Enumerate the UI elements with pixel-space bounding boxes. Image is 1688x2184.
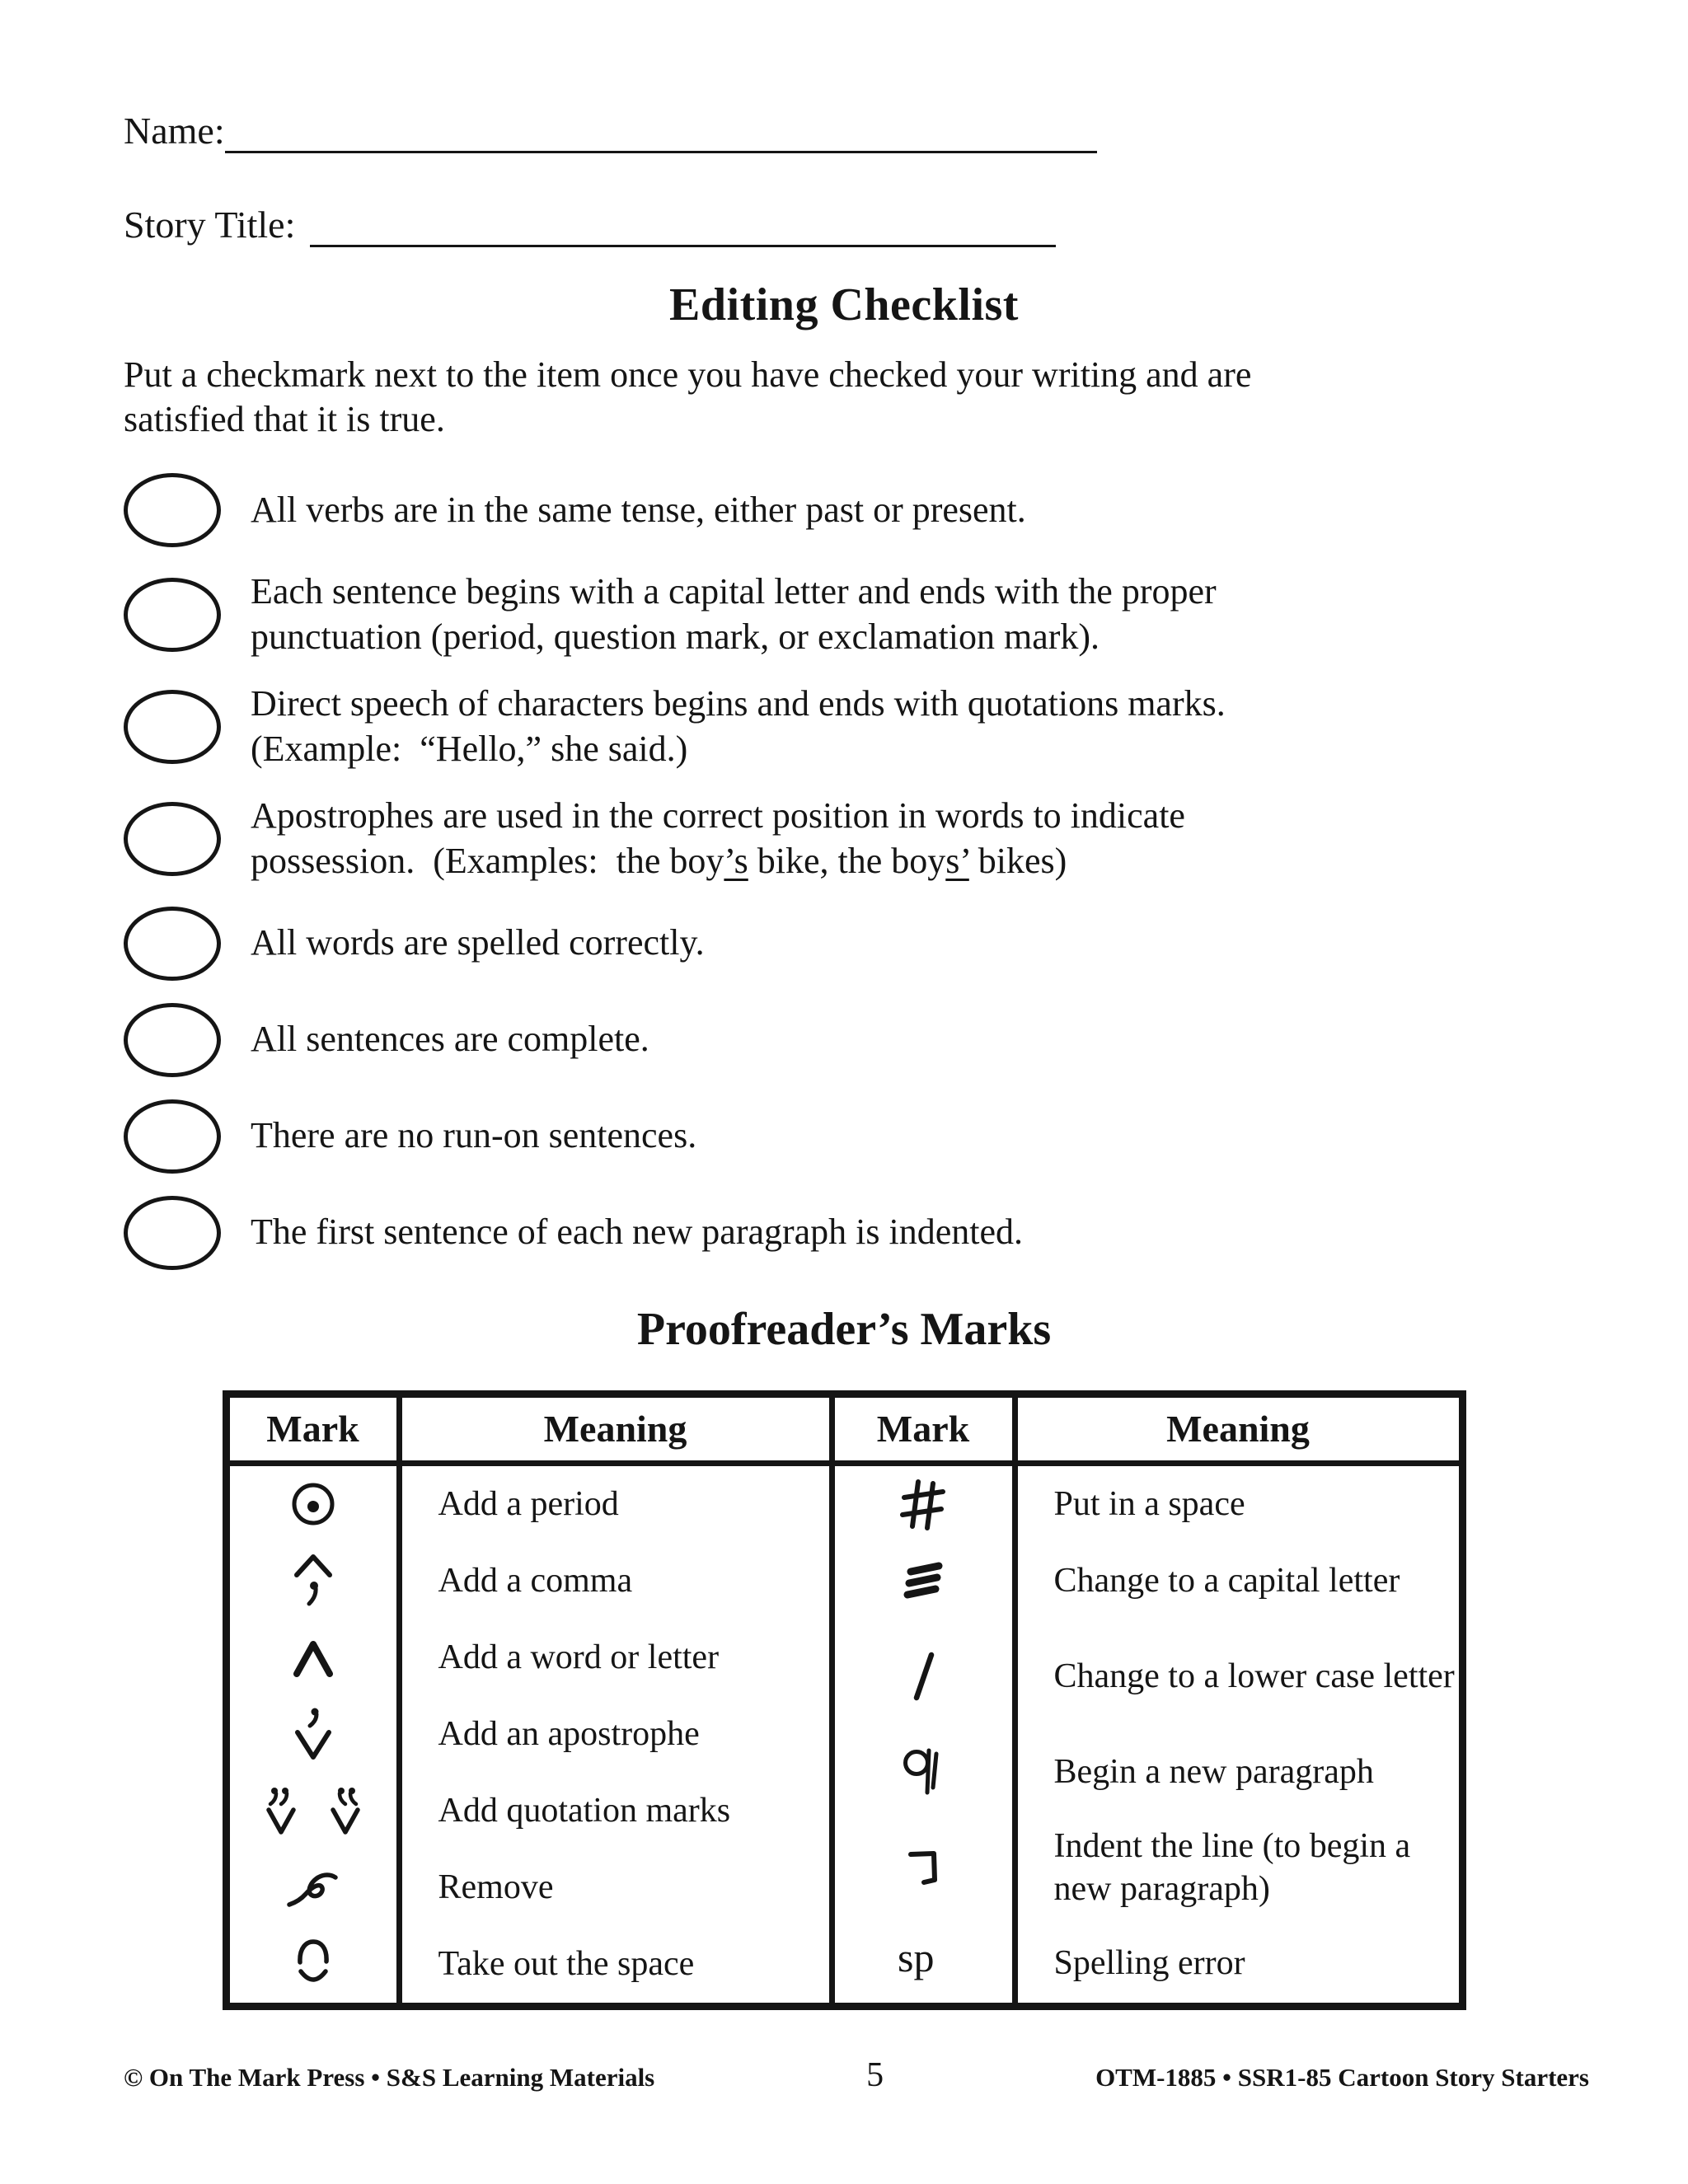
underlined-segment: s’ <box>945 840 969 881</box>
checklist-item-text: The first sentence of each new paragraph is indented. <box>251 1212 1024 1253</box>
checklist-item-text: Apostrophes are used in the correct position in words to indicate <box>251 795 1185 837</box>
name-field-row <box>124 105 1564 153</box>
mark-meaning: Add an apostrophe <box>438 1714 700 1753</box>
checkbox-oval[interactable] <box>124 578 221 652</box>
instructions-line: satisfied that it is true. <box>124 399 445 440</box>
text-segment: bike, the boy <box>748 840 946 881</box>
checklist-item-run-on-sentences <box>124 1099 1564 1174</box>
column-header-mark: Mark <box>226 1394 399 1463</box>
checklist-item-complete-sentences <box>124 1003 1564 1077</box>
product-code: OTM-1885 • SSR1-85 Cartoon Story Starters <box>1095 2063 1589 2092</box>
checkbox-oval[interactable] <box>124 690 221 764</box>
checkbox-oval[interactable] <box>124 1099 221 1174</box>
checkbox-oval[interactable] <box>124 1196 221 1270</box>
checklist-item-text: All sentences are complete. <box>251 1019 649 1060</box>
story-title-field-row <box>124 199 1564 247</box>
checklist-item-text: (Example: “Hello,” she said.) <box>251 728 688 769</box>
column-header-meaning: Meaning <box>399 1394 832 1463</box>
new-paragraph-mark-icon <box>835 1734 1012 1811</box>
mark-meaning: Spelling error <box>1053 1943 1245 1982</box>
slash-mark-icon <box>835 1619 1012 1734</box>
checklist-item-text: Direct speech of characters begins and ends with quotations marks. <box>251 683 1226 724</box>
mark-meaning: Take out the space <box>438 1944 695 1983</box>
mark-meaning: Add quotation marks <box>438 1791 731 1830</box>
sp-mark-text: sp <box>898 1935 935 1980</box>
instructions-line: Put a checkmark next to the item once you have checked your writing and are <box>124 354 1252 395</box>
mark-meaning: Change to a capital letter <box>1053 1561 1400 1600</box>
checklist-item-verb-tense <box>124 473 1564 547</box>
checklist-item-text: punctuation (period, question mark, or exclamation mark). <box>251 616 1100 657</box>
mark-meaning: Begin a new paragraph <box>1053 1752 1374 1791</box>
checkbox-oval[interactable] <box>124 473 221 547</box>
publisher-credit: © On The Mark Press • S&S Learning Materials <box>124 2063 655 2092</box>
checklist-item-text: Each sentence begins with a capital letter and ends with the proper <box>251 571 1217 612</box>
checklist-item-text: All words are spelled correctly. <box>251 922 705 963</box>
mark-meaning: Change to a lower case letter <box>1053 1657 1455 1695</box>
checklist-item-text <box>251 839 1185 884</box>
quotation-carets-mark-icon <box>230 1773 396 1849</box>
checklist-item-spelling <box>124 907 1564 981</box>
text-segment: possession. (Examples: the boy <box>251 840 724 881</box>
indent-mark-icon <box>835 1811 1012 1925</box>
caret-comma-mark-icon <box>230 1543 396 1619</box>
checkbox-oval[interactable] <box>124 907 221 981</box>
checklist-item-apostrophes <box>124 794 1564 883</box>
checkbox-oval[interactable] <box>124 1003 221 1077</box>
underlined-segment: ’s <box>724 840 748 881</box>
page-title: Editing Checklist <box>669 279 1019 330</box>
editing-checklist <box>124 473 1564 1269</box>
sp-mark-icon <box>835 1925 1012 2002</box>
checklist-item-text: There are no run-on sentences. <box>251 1115 697 1156</box>
text-segment: bikes) <box>968 840 1067 881</box>
column-header-mark: Mark <box>832 1394 1015 1463</box>
mark-meaning: Add a comma <box>438 1561 633 1600</box>
name-input-line[interactable] <box>225 112 1097 153</box>
space-hash-mark-icon <box>835 1466 1012 1543</box>
proofreaders-marks-title: Proofreader’s Marks <box>636 1303 1052 1355</box>
story-title-input-line[interactable] <box>310 206 1056 247</box>
proofreaders-marks-table <box>223 1390 1466 2010</box>
inverted-caret-apostrophe-mark-icon <box>230 1696 396 1773</box>
triple-underline-mark-icon <box>835 1543 1012 1619</box>
mark-meaning: Add a word or letter <box>438 1638 720 1676</box>
checklist-item-indented-paragraphs <box>124 1196 1564 1270</box>
mark-meaning: Add a period <box>438 1484 619 1523</box>
deletion-loop-mark-icon <box>230 1849 396 1926</box>
story-title-label: Story Title: <box>124 204 296 246</box>
column-header-meaning: Meaning <box>1015 1394 1462 1463</box>
page-number: 5 <box>866 2056 884 2094</box>
mark-meaning: Remove <box>438 1868 554 1906</box>
name-label: Name: <box>124 110 225 152</box>
caret-mark-icon <box>230 1619 396 1696</box>
mark-meaning: Put in a space <box>1053 1484 1245 1523</box>
page-footer <box>0 2055 1688 2095</box>
checklist-item-text: All verbs are in the same tense, either past or present. <box>251 489 1026 530</box>
close-up-mark-icon <box>230 1926 396 2003</box>
checkbox-oval[interactable] <box>124 802 221 876</box>
mark-meaning: Indent the line (to begin a new paragraph) <box>1053 1826 1411 1908</box>
checklist-item-quotation-marks <box>124 682 1564 771</box>
checklist-item-capitals-punctuation <box>124 569 1564 659</box>
circled-period-mark-icon <box>230 1466 396 1543</box>
instructions <box>124 353 1564 442</box>
